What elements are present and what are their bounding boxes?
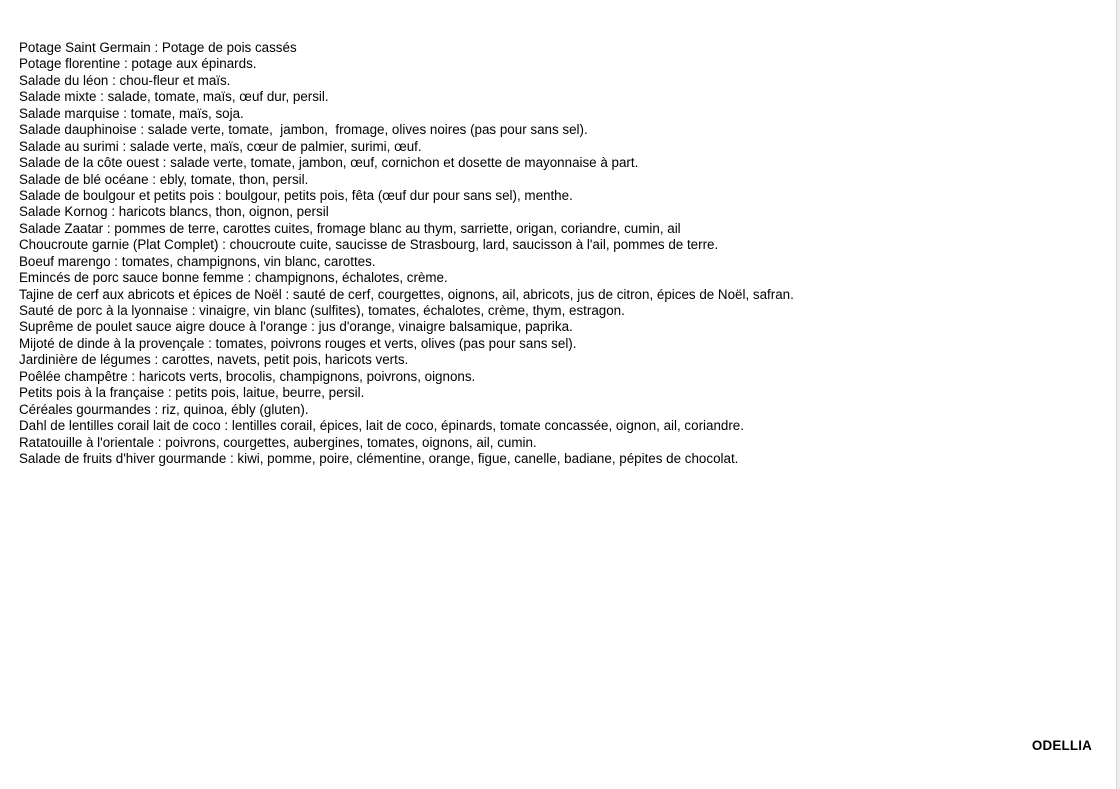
dish-line: Sauté de porc à la lyonnaise : vinaigre, vin blanc (sulfites), tomates, échalotes, crème, thym, estragon. (19, 303, 625, 318)
dish-line: Salade Zaatar : pommes de terre, carottes cuites, fromage blanc au thym, sarriette, origan, coriandre, cumin, ail (19, 220, 681, 236)
dish-line: Poêlée champêtre : haricots verts, brocolis, champignons, poivrons, oignons. (19, 368, 476, 384)
dish-line: Ratatouille à l'orientale : poivrons, courgettes, aubergines, tomates, oignons, ail, cumin. (19, 434, 537, 450)
dish-line: Salade de fruits d'hiver gourmande : kiwi, pomme, poire, clémentine, orange, figue, canelle, badiane, pépites de chocolat. (19, 450, 739, 466)
page-edge-divider (1116, 0, 1120, 789)
dish-line: Salade mixte : salade, tomate, maïs, œuf dur, persil. (19, 89, 329, 105)
dish-line: Mijoté de dinde à la provençale : tomates, poivrons rouges et verts, olives (pas pour sans sel). (19, 335, 577, 351)
dish-line: Salade au surimi : salade verte, maïs, cœur de palmier, surimi, œuf. (19, 138, 422, 154)
footer-brand-name: ODELLIA (1031, 738, 1092, 753)
dish-line: Jardinière de légumes : carottes, navets, petit pois, haricots verts. (19, 352, 409, 368)
dish-line: Salade de la côte ouest : salade verte, tomate, jambon, œuf, cornichon et dosette de mayonnaise à part. (19, 155, 639, 171)
dish-line: Tajine de cerf aux abricots et épices de Noël : sauté de cerf, courgettes, oignons, ail, abricots, jus de citron, épices de Noël, safran. (19, 286, 794, 302)
dish-line: Salade dauphinoise : salade verte, tomate, jambon, fromage, olives noires (pas pour sans sel). (19, 122, 588, 138)
dish-line: Dahl de lentilles corail lait de coco : lentilles corail, épices, lait de coco, épinards, tomate concassée, oignon, ail, coriandre. (19, 418, 744, 434)
dish-line: Potage florentine : potage aux épinards. (19, 56, 257, 72)
dish-line: Petits pois à la française : petits pois, laitue, beurre, persil. (19, 385, 365, 401)
dish-line: Salade Kornog : haricots blancs, thon, oignon, persil (19, 204, 329, 220)
dish-description-list (19, 40, 794, 467)
dish-line: Salade de boulgour et petits pois : boulgour, petits pois, fêta (œuf dur pour sans sel), menthe. (19, 187, 573, 203)
dish-line: Salade du léon : chou-fleur et maïs. (19, 72, 231, 88)
dish-line: Emincés de porc sauce bonne femme : champignons, échalotes, crème. (19, 270, 448, 286)
dish-line: Potage Saint Germain : Potage de pois cassés (19, 40, 297, 55)
dish-line: Salade de blé océane : ebly, tomate, thon, persil. (19, 171, 309, 187)
dish-line: Boeuf marengo : tomates, champignons, vin blanc, carottes. (19, 253, 376, 269)
dish-line: Suprême de poulet sauce aigre douce à l'orange : jus d'orange, vinaigre balsamique, paprika. (19, 319, 573, 335)
dish-line: Choucroute garnie (Plat Complet) : choucroute cuite, saucisse de Strasbourg, lard, saucisson à l'ail, pommes de terre. (19, 237, 719, 253)
dish-line: Salade marquise : tomate, maïs, soja. (19, 105, 244, 121)
dish-line: Céréales gourmandes : riz, quinoa, ébly (gluten). (19, 401, 309, 417)
